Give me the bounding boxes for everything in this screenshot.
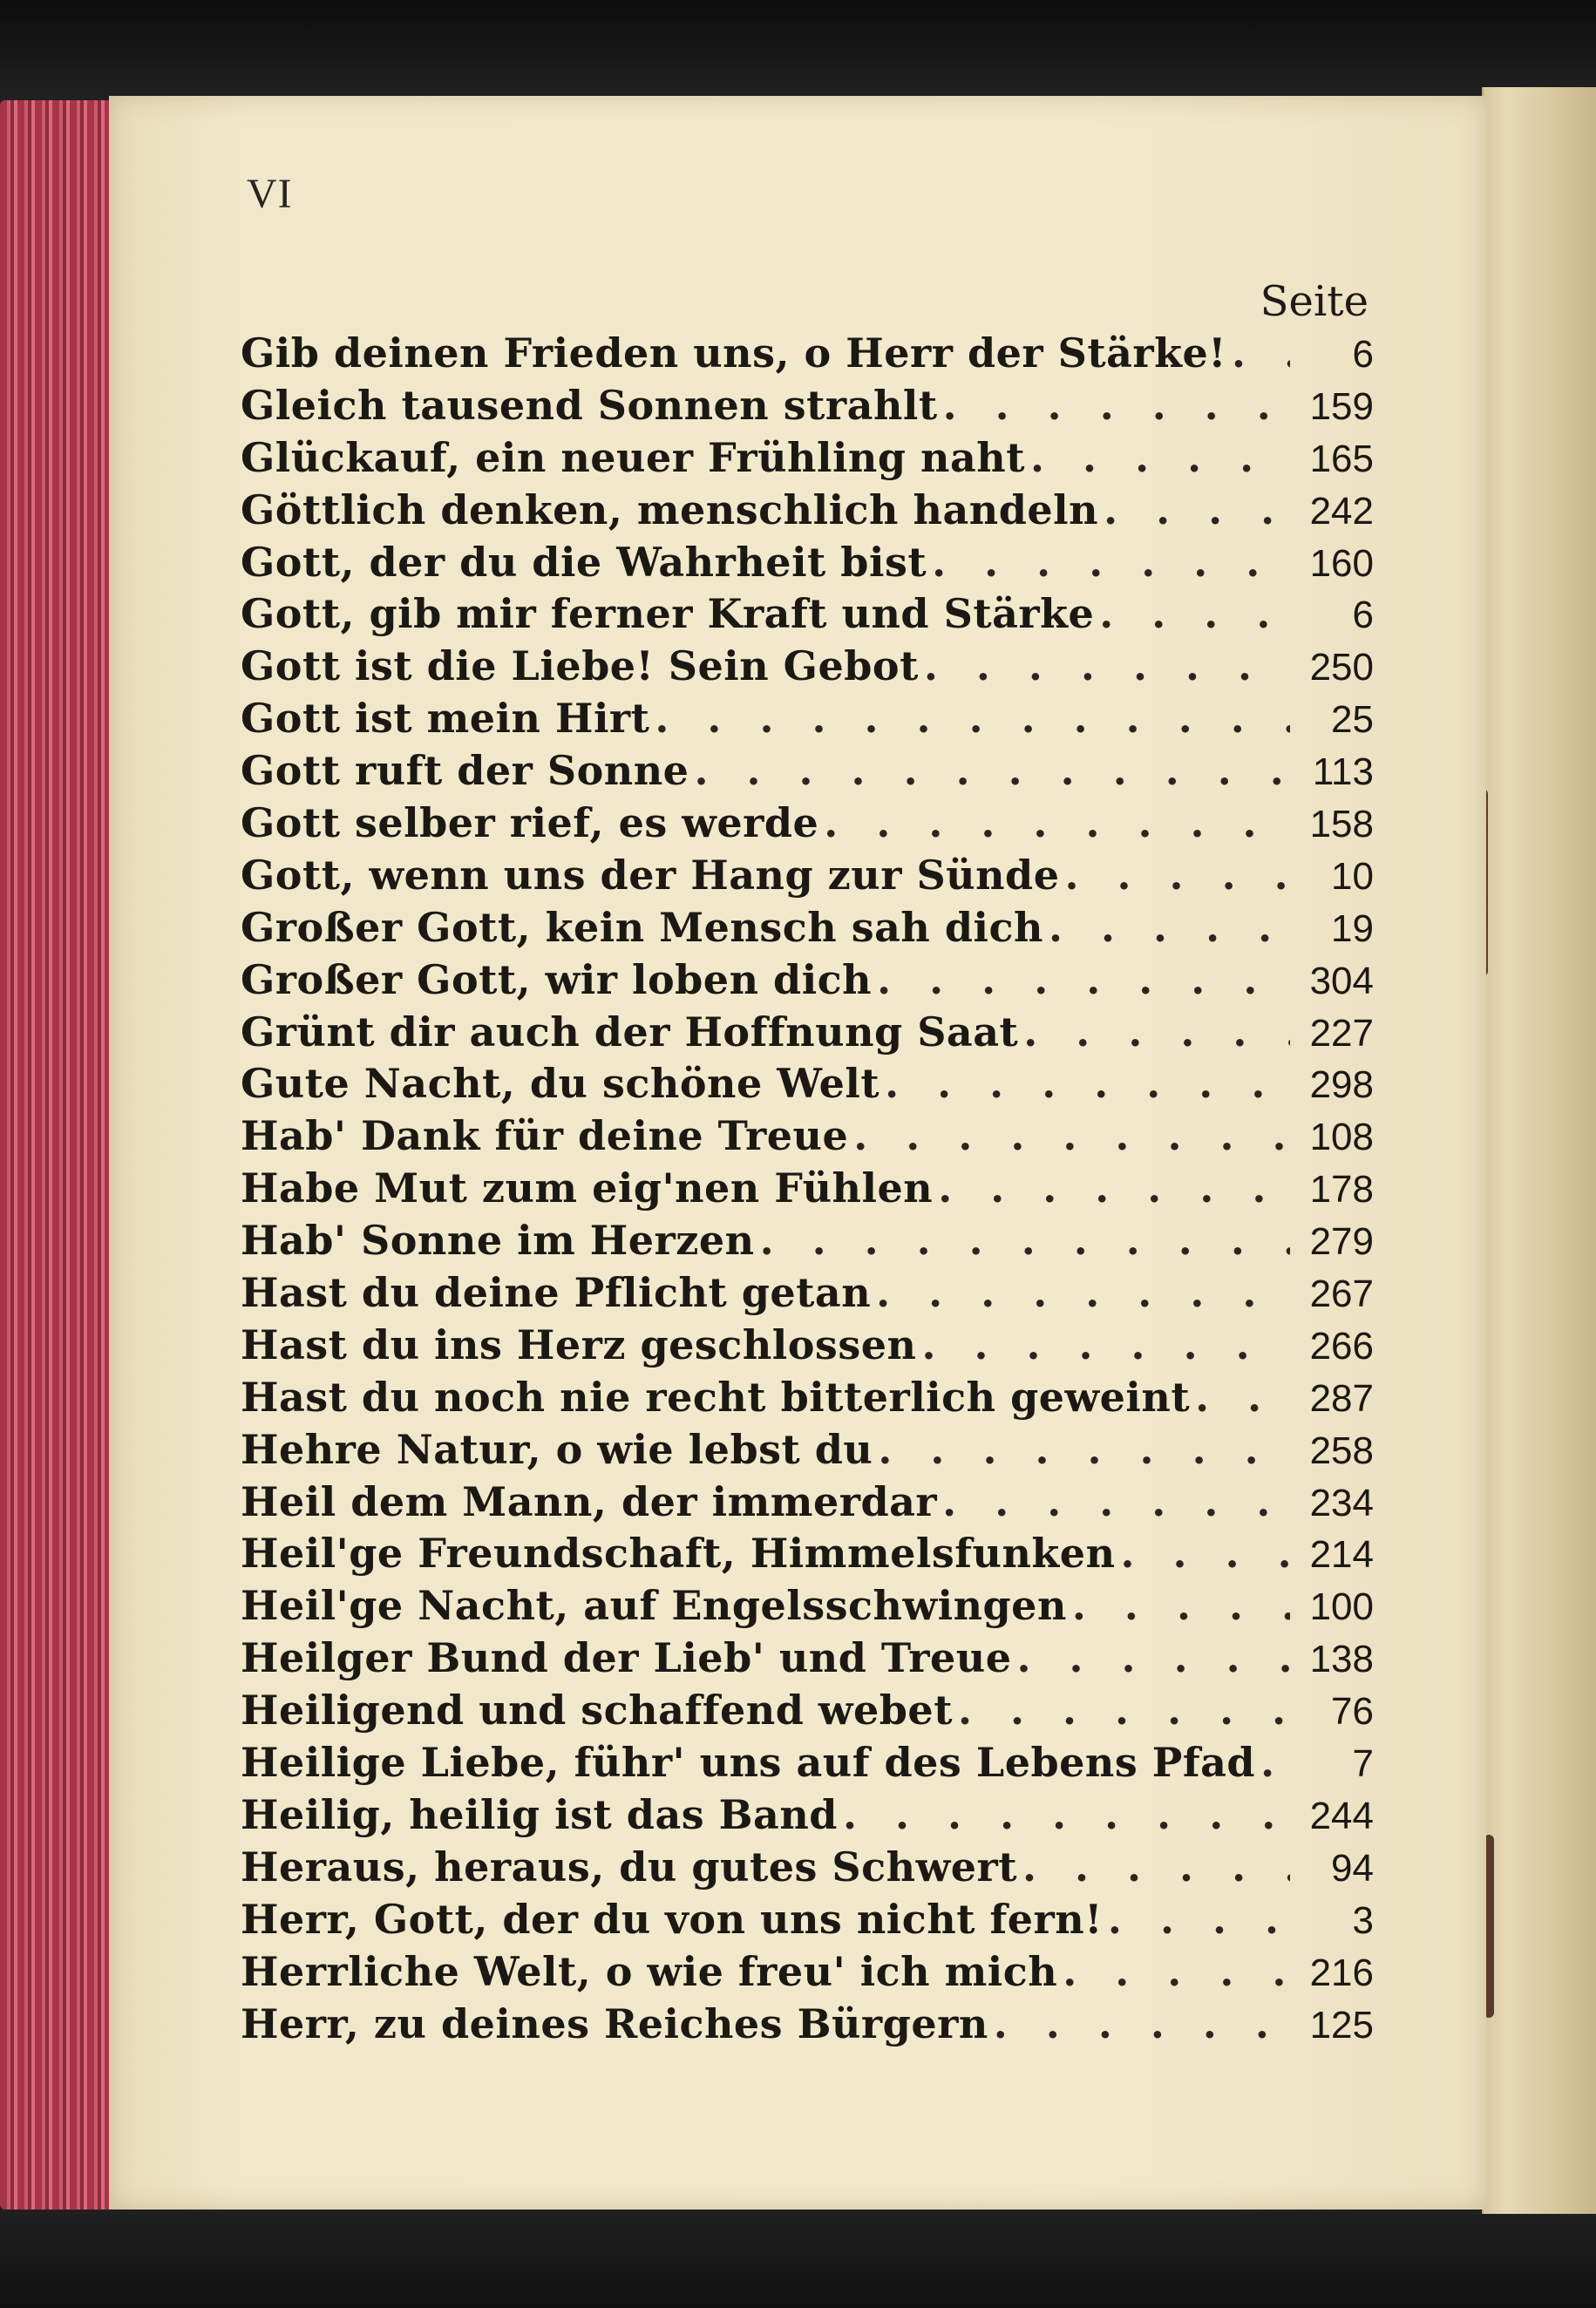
toc-entry-page: 266 <box>1309 1324 1374 1368</box>
toc-dot-leader <box>924 642 1290 689</box>
toc-dot-leader <box>824 799 1290 846</box>
toc-dot-leader <box>885 1060 1290 1107</box>
toc-entry-title: Gott, der du die Wahrheit bist <box>241 538 927 586</box>
toc-dot-leader <box>1121 1530 1290 1577</box>
toc-entry-title: Habe Mut zum eig'nen Fühlen <box>241 1164 934 1212</box>
toc-entry-title: Großer Gott, wir loben dich <box>241 955 873 1003</box>
toc-entry-title: Gott ist mein Hirt <box>241 695 650 743</box>
toc-dot-leader <box>843 1791 1290 1838</box>
toc-entry <box>241 1530 1374 1582</box>
toc-entry-title: Heil'ge Nacht, auf Engelsschwingen <box>241 1582 1067 1630</box>
toc-dot-leader <box>942 1478 1290 1525</box>
toc-entry <box>241 590 1374 642</box>
toc-entry-page: 10 <box>1331 854 1374 898</box>
toc-entry-title: Gott ist die Liebe! Sein Gebot <box>241 642 919 690</box>
toc-entry <box>241 1634 1374 1687</box>
toc-entry-page: 6 <box>1352 594 1374 637</box>
toc-entry <box>241 2000 1374 2053</box>
toc-entry-page: 267 <box>1309 1273 1374 1316</box>
toc-entry-title: Hast du noch nie recht bitterlich geweint <box>241 1373 1191 1421</box>
toc-entry-page: 100 <box>1309 1585 1374 1629</box>
toc-entry <box>241 1060 1374 1112</box>
toc-entry-title: Heilige Liebe, führ' uns auf des Lebens Pfad <box>241 1739 1256 1787</box>
toc-entry <box>241 799 1374 852</box>
toc-entry-title: Gott, gib mir ferner Kraft und Stärke <box>241 590 1095 638</box>
toc-entry <box>241 539 1374 591</box>
toc-entry-page: 125 <box>1309 2003 1374 2047</box>
toc-entry <box>241 1321 1374 1374</box>
page-number: VI <box>247 171 293 217</box>
toc-entry-page: 244 <box>1309 1794 1374 1837</box>
toc-entry-title: Hast du deine Pflicht getan <box>241 1269 872 1317</box>
toc-entry <box>241 1739 1374 1791</box>
toc-entry-title: Heilger Bund der Lieb' und Treue <box>241 1634 1012 1682</box>
toc-entry-page: 214 <box>1309 1533 1374 1577</box>
toc-dot-leader <box>876 1269 1290 1316</box>
toc-entry-title: Glückauf, ein neuer Frühling naht <box>241 433 1026 481</box>
toc-entry-page: 250 <box>1309 646 1374 689</box>
toc-entry-title: Herr, zu deines Reiches Bürgern <box>241 1999 988 2047</box>
toc-dot-leader <box>877 956 1290 1003</box>
toc-entry-title: Heiligend und schaffend webet <box>241 1687 953 1734</box>
toc-entry-title: Herrliche Welt, o wie freu' ich mich <box>241 1947 1058 1995</box>
toc-entry <box>241 1217 1374 1269</box>
toc-entry-page: 159 <box>1309 384 1374 428</box>
toc-entry-page: 258 <box>1309 1429 1374 1472</box>
toc-dot-leader <box>943 382 1290 429</box>
toc-entry-page: 7 <box>1352 1742 1374 1786</box>
toc-entry-title: Gott ruft der Sonne <box>241 747 689 795</box>
toc-entry <box>241 382 1374 434</box>
toc-entry-title: Gleich tausend Sonnen strahlt <box>241 381 938 429</box>
toc-dot-leader <box>932 539 1290 586</box>
toc-dot-leader <box>1049 904 1290 951</box>
toc-dot-leader <box>994 2000 1290 2047</box>
toc-entry-page: 19 <box>1331 906 1374 950</box>
toc-dot-leader <box>1030 434 1290 481</box>
toc-entry-title: Heil dem Mann, der immerdar <box>241 1477 938 1525</box>
toc-dot-leader <box>1108 1896 1290 1943</box>
toc-entry-title: Heraus, heraus, du gutes Schwert <box>241 1843 1017 1891</box>
toc-dot-leader <box>655 695 1290 742</box>
page-edges <box>0 100 118 2210</box>
toc-entry-title: Gott, wenn uns der Hang zur Sünde <box>241 851 1060 899</box>
toc-entry <box>241 747 1374 799</box>
toc-dot-leader <box>938 1164 1290 1212</box>
toc-dot-leader <box>878 1426 1290 1473</box>
toc-entry <box>241 642 1374 695</box>
toc-dot-leader <box>958 1687 1290 1734</box>
toc-dot-leader <box>921 1321 1290 1368</box>
toc-entry <box>241 434 1374 486</box>
toc-entry-page: 234 <box>1309 1481 1374 1524</box>
toc-dot-leader <box>1195 1374 1290 1421</box>
toc-entry-page: 242 <box>1309 489 1374 533</box>
toc-entry-page: 6 <box>1352 333 1374 376</box>
toc-entry-title: Göttlich denken, menschlich handeln <box>241 485 1099 533</box>
toc-dot-leader <box>1065 852 1291 899</box>
toc-entry-title: Gott selber rief, es werde <box>241 799 819 847</box>
toc-dot-leader <box>1022 1843 1290 1891</box>
toc-dot-leader <box>1072 1582 1290 1629</box>
toc-entry <box>241 1112 1374 1164</box>
toc-dot-leader <box>694 747 1290 794</box>
toc-entry-page: 298 <box>1309 1063 1374 1107</box>
toc-entry-title: Hast du ins Herz geschlossen <box>241 1320 917 1368</box>
toc-entry <box>241 1582 1374 1634</box>
toc-entry-page: 94 <box>1331 1846 1374 1890</box>
toc-entry-title: Grünt dir auch der Hoffnung Saat <box>241 1008 1019 1056</box>
toc-dot-leader <box>1023 1008 1290 1056</box>
toc-entry-page: 227 <box>1309 1011 1374 1055</box>
toc-entry <box>241 1478 1374 1531</box>
toc-entry-page: 138 <box>1309 1638 1374 1681</box>
toc-entry-page: 216 <box>1309 1951 1374 1994</box>
toc-entry <box>241 1687 1374 1739</box>
toc-entry <box>241 1791 1374 1843</box>
toc-entry-page: 113 <box>1312 750 1374 794</box>
toc-entry-page: 3 <box>1352 1898 1374 1942</box>
toc-entry-page: 158 <box>1309 803 1374 846</box>
toc-entry-title: Herr, Gott, der du von uns nicht fern! <box>241 1895 1103 1943</box>
toc-entry-title: Heil'ge Freundschaft, Himmelsfunken <box>241 1530 1116 1578</box>
toc-dot-leader <box>1099 590 1290 637</box>
table-of-contents <box>241 329 1374 2052</box>
toc-entry <box>241 1843 1374 1896</box>
toc-entry <box>241 1896 1374 1948</box>
toc-dot-leader <box>1260 1739 1290 1786</box>
toc-entry <box>241 1426 1374 1478</box>
toc-dot-leader <box>1232 329 1290 377</box>
toc-entry <box>241 695 1374 747</box>
toc-entry-page: 178 <box>1309 1168 1374 1212</box>
toc-entry-title: Großer Gott, kein Mensch sah dich <box>241 903 1043 951</box>
toc-entry-page: 108 <box>1309 1116 1374 1159</box>
toc-dot-leader <box>853 1112 1290 1159</box>
toc-entry-page: 160 <box>1309 541 1374 585</box>
toc-entry-page: 304 <box>1309 959 1374 1002</box>
book-cover-top <box>0 0 1596 105</box>
toc-entry-page: 279 <box>1309 1220 1374 1264</box>
toc-entry <box>241 1008 1374 1061</box>
toc-dot-leader <box>760 1217 1290 1264</box>
toc-entry <box>241 1948 1374 2000</box>
page-column-header: Seite <box>1260 277 1368 326</box>
toc-entry-title: Hab' Sonne im Herzen <box>241 1217 755 1265</box>
toc-entry <box>241 852 1374 904</box>
toc-entry-title: Heilig, heilig ist das Band <box>241 1790 838 1838</box>
toc-dot-leader <box>1063 1948 1290 1995</box>
toc-entry <box>241 904 1374 956</box>
toc-entry-page: 287 <box>1309 1376 1374 1420</box>
toc-dot-leader <box>1017 1634 1291 1681</box>
toc-entry-page: 25 <box>1331 698 1374 742</box>
toc-dot-leader <box>1104 486 1290 533</box>
toc-entry-title: Hehre Natur, o wie lebst du <box>241 1425 873 1473</box>
toc-entry <box>241 1164 1374 1217</box>
toc-entry-page: 76 <box>1331 1690 1374 1734</box>
toc-entry-title: Hab' Dank für deine Treue <box>241 1112 849 1160</box>
toc-entry <box>241 1374 1374 1426</box>
book-cover-bottom <box>0 2196 1596 2308</box>
toc-entry-title: Gib deinen Frieden uns, o Herr der Stärke! <box>241 329 1226 377</box>
toc-entry-page: 165 <box>1309 437 1374 480</box>
toc-entry-title: Gute Nacht, du schöne Welt <box>241 1060 880 1108</box>
toc-entry <box>241 329 1374 382</box>
book-gutter <box>1482 87 1596 2214</box>
toc-entry <box>241 486 1374 539</box>
toc-entry <box>241 1269 1374 1321</box>
toc-entry <box>241 956 1374 1008</box>
